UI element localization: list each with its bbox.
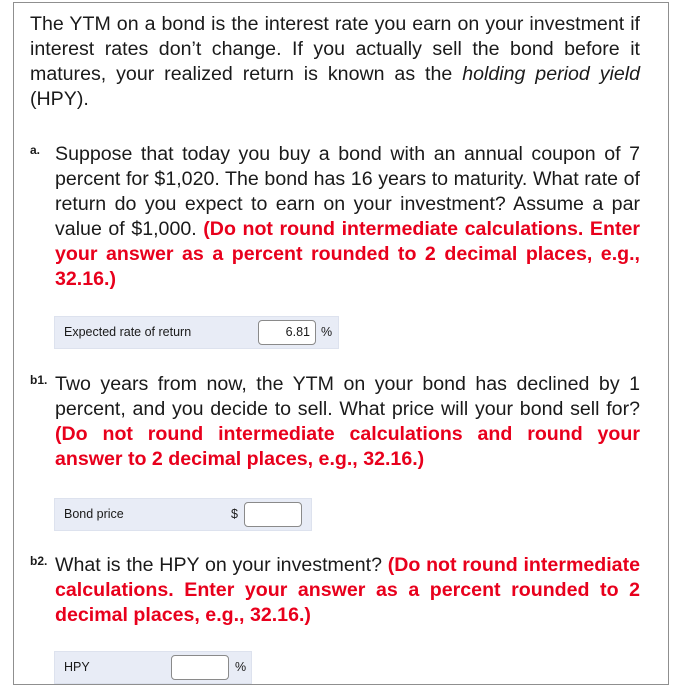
question-b1-body: Two years from now, the YTM on your bond has declined by 1 percent, and you decide to sell. What price will your bond sell for? [55,373,640,420]
answer-a-percent: % [321,325,333,339]
answer-b1-dollar: $ [231,507,238,521]
intro-term: holding period yield [462,63,640,85]
question-a-text [55,142,640,292]
question-b1-label: b1. [30,373,48,387]
hpy-input[interactable] [171,655,229,680]
intro-paragraph [30,12,640,112]
answer-a-label: Expected rate of return [64,325,192,339]
bond-price-input[interactable] [244,502,302,527]
intro-text-before: The YTM on a bond is the interest rate you earn on your investment if interest rates don’t change. If you actually sell the bond before it matures, your realized return is known as the [30,13,640,85]
question-b1-text [55,372,640,472]
answer-b2-percent: % [235,660,247,674]
answer-b2-label: HPY [64,660,90,674]
question-a [30,142,640,292]
question-b1 [30,372,640,472]
answer-b1-label: Bond price [64,507,124,521]
question-b2-text [55,553,640,628]
question-b2 [30,553,640,628]
question-a-label: a. [30,143,41,157]
answer-row-a [54,316,339,349]
expected-rate-input[interactable]: 6.81 [258,320,316,345]
question-a-body: Suppose that today you buy a bond with an annual coupon of 7 percent for $1,020. The bond has 16 years to maturity. What rate of return do you expect to earn on your investment? Assume a par value of $1,000. [55,143,640,240]
question-a-instruction: (Do not round intermediate calculations. Enter your answer as a percent rounded to 2 decimal places, e.g., 32.16.) [55,218,640,290]
answer-row-b2 [54,651,252,684]
question-b2-label: b2. [30,554,48,568]
question-b2-instruction: (Do not round intermediate calculations. Enter your answer as a percent rounded to 2 decimal places, e.g., 32.16.) [55,554,640,626]
question-b2-body: What is the HPY on your investment? [55,554,388,576]
intro-text-after: (HPY). [30,88,89,110]
question-b1-instruction: (Do not round intermediate calculations and round your answer to 2 decimal places, e.g., 32.16.) [55,423,640,470]
answer-row-b1 [54,498,312,531]
